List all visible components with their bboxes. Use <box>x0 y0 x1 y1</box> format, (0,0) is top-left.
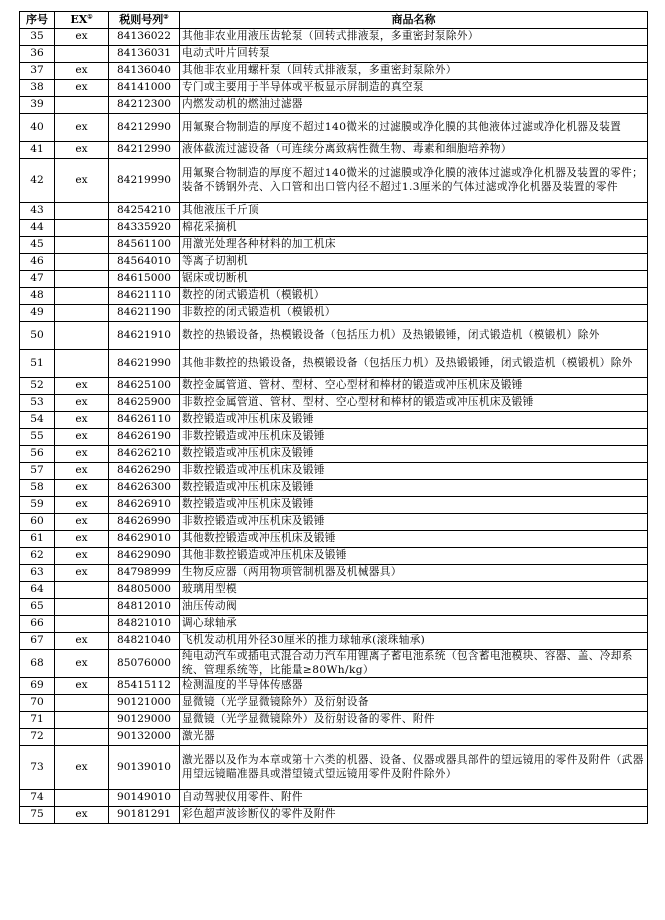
cell-code: 90149010 <box>109 790 180 807</box>
cell-seq: 66 <box>20 616 55 633</box>
header-seq: 序号 <box>20 12 55 29</box>
cell-ex <box>55 237 109 254</box>
table-row <box>20 46 648 63</box>
cell-ex <box>55 712 109 729</box>
cell-seq: 36 <box>20 46 55 63</box>
cell-seq: 37 <box>20 63 55 80</box>
cell-name: 油压传动阀 <box>180 599 648 616</box>
cell-name: 显微镜（光学显微镜除外）及衍射设备 <box>180 695 648 712</box>
cell-seq: 54 <box>20 412 55 429</box>
cell-ex: ex <box>55 565 109 582</box>
table-row <box>20 305 648 322</box>
cell-name: 棉花采摘机 <box>180 220 648 237</box>
cell-code: 84335920 <box>109 220 180 237</box>
cell-code: 84626290 <box>109 463 180 480</box>
cell-code: 84615000 <box>109 271 180 288</box>
cell-name: 显微镜（光学显微镜除外）及衍射设备的零件、附件 <box>180 712 648 729</box>
cell-seq: 47 <box>20 271 55 288</box>
cell-name: 非数控锻造或冲压机床及锻锤 <box>180 514 648 531</box>
cell-code: 84621910 <box>109 322 180 350</box>
table-row <box>20 322 648 350</box>
cell-name: 数控的热锻设备，热模锻设备（包括压力机）及热锻锻锤，闭式锻造机（模锻机）除外 <box>180 322 648 350</box>
cell-code: 84626190 <box>109 429 180 446</box>
cell-ex: ex <box>55 807 109 824</box>
cell-name: 电动式叶片回转泵 <box>180 46 648 63</box>
cell-seq: 41 <box>20 142 55 159</box>
cell-code: 84821010 <box>109 616 180 633</box>
cell-code: 84564010 <box>109 254 180 271</box>
cell-code: 84629010 <box>109 531 180 548</box>
table-row <box>20 412 648 429</box>
table-row <box>20 695 648 712</box>
cell-code: 84626910 <box>109 497 180 514</box>
table-row <box>20 288 648 305</box>
cell-ex <box>55 729 109 746</box>
cell-ex <box>55 254 109 271</box>
cell-code: 90139010 <box>109 746 180 790</box>
cell-name: 等离子切割机 <box>180 254 648 271</box>
header-code <box>109 12 180 29</box>
cell-ex: ex <box>55 114 109 142</box>
table-row <box>20 746 648 790</box>
cell-name: 非数控锻造或冲压机床及锻锤 <box>180 463 648 480</box>
cell-name: 检测温度的半导体传感器 <box>180 678 648 695</box>
cell-code: 90132000 <box>109 729 180 746</box>
table-row <box>20 378 648 395</box>
cell-seq: 50 <box>20 322 55 350</box>
table-row <box>20 220 648 237</box>
cell-seq: 51 <box>20 350 55 378</box>
cell-name: 其他液压千斤顶 <box>180 203 648 220</box>
cell-ex: ex <box>55 412 109 429</box>
table-row <box>20 271 648 288</box>
cell-code: 84212300 <box>109 97 180 114</box>
cell-name: 其他非数控的热锻设备，热模锻设备（包括压力机）及热锻锻锤，闭式锻造机（模锻机）除外 <box>180 350 648 378</box>
cell-name: 其他非数控锻造或冲压机床及锻锤 <box>180 548 648 565</box>
cell-name: 专门或主要用于半导体或平板显示屏制造的真空泵 <box>180 80 648 97</box>
table-row <box>20 514 648 531</box>
cell-ex <box>55 599 109 616</box>
cell-ex: ex <box>55 650 109 678</box>
table-row <box>20 790 648 807</box>
cell-name: 生物反应器（两用物项管制机器及机械器具） <box>180 565 648 582</box>
cell-name: 激光器 <box>180 729 648 746</box>
cell-ex <box>55 97 109 114</box>
cell-ex: ex <box>55 63 109 80</box>
cell-seq: 62 <box>20 548 55 565</box>
table-row <box>20 63 648 80</box>
cell-ex: ex <box>55 142 109 159</box>
cell-code: 84626990 <box>109 514 180 531</box>
cell-code: 84254210 <box>109 203 180 220</box>
cell-ex: ex <box>55 480 109 497</box>
cell-name: 飞机发动机用外径30厘米的推力球轴承(滚珠轴承) <box>180 633 648 650</box>
cell-name: 自动驾驶仪用零件、附件 <box>180 790 648 807</box>
cell-code: 84136040 <box>109 63 180 80</box>
cell-code: 84629090 <box>109 548 180 565</box>
cell-ex: ex <box>55 746 109 790</box>
cell-ex: ex <box>55 633 109 650</box>
table-row <box>20 463 648 480</box>
cell-code: 84798999 <box>109 565 180 582</box>
cell-seq: 48 <box>20 288 55 305</box>
cell-seq: 43 <box>20 203 55 220</box>
table-row <box>20 159 648 203</box>
cell-name: 非数控锻造或冲压机床及锻锤 <box>180 429 648 446</box>
cell-seq: 64 <box>20 582 55 599</box>
cell-code: 84626300 <box>109 480 180 497</box>
cell-code: 84621190 <box>109 305 180 322</box>
cell-name: 其他非农业用液压齿轮泵（回转式排液泵，多重密封泵除外） <box>180 29 648 46</box>
table-row <box>20 712 648 729</box>
table-row <box>20 142 648 159</box>
cell-code: 84626210 <box>109 446 180 463</box>
header-name: 商品名称 <box>180 12 648 29</box>
cell-code: 84621990 <box>109 350 180 378</box>
table-row <box>20 497 648 514</box>
cell-seq: 52 <box>20 378 55 395</box>
cell-name: 非数控金属管道、管材、型材、空心型材和棒材的锻造或冲压机床及锻锤 <box>180 395 648 412</box>
cell-name: 其他非农业用螺杆泵（回转式排液泵，多重密封泵除外） <box>180 63 648 80</box>
cell-code: 84812010 <box>109 599 180 616</box>
cell-ex: ex <box>55 514 109 531</box>
cell-seq: 44 <box>20 220 55 237</box>
cell-code: 84821040 <box>109 633 180 650</box>
cell-name: 数控金属管道、管材、型材、空心型材和棒材的锻造或冲压机床及锻锤 <box>180 378 648 395</box>
table-row <box>20 807 648 824</box>
table-row <box>20 203 648 220</box>
header-ex-label: EX <box>70 13 88 27</box>
cell-seq: 70 <box>20 695 55 712</box>
cell-name: 调心球轴承 <box>180 616 648 633</box>
cell-ex: ex <box>55 678 109 695</box>
cell-seq: 57 <box>20 463 55 480</box>
cell-seq: 61 <box>20 531 55 548</box>
cell-ex <box>55 695 109 712</box>
cell-code: 84561100 <box>109 237 180 254</box>
cell-code: 85076000 <box>109 650 180 678</box>
cell-ex <box>55 616 109 633</box>
cell-code: 84805000 <box>109 582 180 599</box>
cell-seq: 71 <box>20 712 55 729</box>
header-code-footnote: ② <box>163 13 169 21</box>
cell-ex <box>55 271 109 288</box>
cell-seq: 45 <box>20 237 55 254</box>
cell-seq: 72 <box>20 729 55 746</box>
cell-seq: 67 <box>20 633 55 650</box>
cell-ex: ex <box>55 531 109 548</box>
cell-seq: 75 <box>20 807 55 824</box>
table-row <box>20 582 648 599</box>
cell-ex <box>55 350 109 378</box>
cell-name: 锯床或切断机 <box>180 271 648 288</box>
cell-code: 84626110 <box>109 412 180 429</box>
cell-ex <box>55 46 109 63</box>
cell-name: 彩色超声波诊断仪的零件及附件 <box>180 807 648 824</box>
table-row <box>20 650 648 678</box>
cell-seq: 59 <box>20 497 55 514</box>
cell-name: 玻璃用型模 <box>180 582 648 599</box>
table-row <box>20 254 648 271</box>
cell-code: 84136031 <box>109 46 180 63</box>
cell-code: 90181291 <box>109 807 180 824</box>
cell-name: 数控的闭式锻造机（模锻机） <box>180 288 648 305</box>
cell-name: 纯电动汽车或插电式混合动力汽车用锂离子蓄电池系统（包含蓄电池模块、容器、盖、冷却系统、管理系统等，比能量≥80Wh/kg） <box>180 650 648 678</box>
cell-name: 其他数控锻造或冲压机床及锻锤 <box>180 531 648 548</box>
header-ex <box>55 12 109 29</box>
table-row <box>20 633 648 650</box>
cell-seq: 35 <box>20 29 55 46</box>
cell-ex <box>55 582 109 599</box>
cell-seq: 65 <box>20 599 55 616</box>
cell-seq: 46 <box>20 254 55 271</box>
cell-code: 84625900 <box>109 395 180 412</box>
table-row <box>20 531 648 548</box>
cell-name: 内燃发动机的燃油过滤器 <box>180 97 648 114</box>
cell-seq: 68 <box>20 650 55 678</box>
table-row <box>20 237 648 254</box>
commodity-table <box>19 11 648 824</box>
table-row <box>20 446 648 463</box>
cell-ex: ex <box>55 429 109 446</box>
cell-seq: 42 <box>20 159 55 203</box>
cell-ex: ex <box>55 159 109 203</box>
cell-ex <box>55 220 109 237</box>
cell-seq: 58 <box>20 480 55 497</box>
cell-seq: 69 <box>20 678 55 695</box>
cell-seq: 56 <box>20 446 55 463</box>
table-row <box>20 80 648 97</box>
cell-code: 85415112 <box>109 678 180 695</box>
cell-ex: ex <box>55 463 109 480</box>
cell-ex <box>55 288 109 305</box>
cell-seq: 55 <box>20 429 55 446</box>
cell-ex <box>55 203 109 220</box>
cell-ex: ex <box>55 548 109 565</box>
table-row <box>20 599 648 616</box>
cell-ex <box>55 790 109 807</box>
cell-name: 数控锻造或冲压机床及锻锤 <box>180 497 648 514</box>
table-header-row <box>20 12 648 29</box>
cell-seq: 63 <box>20 565 55 582</box>
cell-name: 用氟聚合物制造的厚度不超过140微米的过滤膜或净化膜的液体过滤或净化机器及装置的零件；装备不锈钢外壳、入口管和出口管内径不超过1.3厘米的气体过滤或净化机器及装置的零件 <box>180 159 648 203</box>
table-row <box>20 114 648 142</box>
header-code-label: 税则号列 <box>119 13 164 27</box>
table-row <box>20 678 648 695</box>
cell-ex: ex <box>55 497 109 514</box>
table-row <box>20 548 648 565</box>
cell-code: 90129000 <box>109 712 180 729</box>
table-row <box>20 616 648 633</box>
table-row <box>20 97 648 114</box>
cell-ex <box>55 305 109 322</box>
cell-code: 84136022 <box>109 29 180 46</box>
table-row <box>20 429 648 446</box>
cell-code: 84212990 <box>109 142 180 159</box>
cell-seq: 40 <box>20 114 55 142</box>
cell-seq: 73 <box>20 746 55 790</box>
cell-ex: ex <box>55 80 109 97</box>
header-ex-footnote: ① <box>87 13 93 21</box>
cell-name: 数控锻造或冲压机床及锻锤 <box>180 480 648 497</box>
table-row <box>20 565 648 582</box>
cell-code: 84141000 <box>109 80 180 97</box>
cell-seq: 39 <box>20 97 55 114</box>
table-row <box>20 350 648 378</box>
cell-seq: 60 <box>20 514 55 531</box>
cell-code: 84625100 <box>109 378 180 395</box>
cell-name: 非数控的闭式锻造机（模锻机） <box>180 305 648 322</box>
cell-code: 84621110 <box>109 288 180 305</box>
table-row <box>20 480 648 497</box>
cell-name: 液体截流过滤设备（可连续分离致病性微生物、毒素和细胞培养物） <box>180 142 648 159</box>
cell-code: 90121000 <box>109 695 180 712</box>
cell-seq: 38 <box>20 80 55 97</box>
cell-name: 数控锻造或冲压机床及锻锤 <box>180 446 648 463</box>
table-row <box>20 729 648 746</box>
cell-ex: ex <box>55 446 109 463</box>
cell-code: 84219990 <box>109 159 180 203</box>
cell-code: 84212990 <box>109 114 180 142</box>
table-row <box>20 29 648 46</box>
cell-name: 数控锻造或冲压机床及锻锤 <box>180 412 648 429</box>
cell-name: 激光器以及作为本章或第十六类的机器、设备、仪器或器具部件的望远镜用的零件及附件（武器用望远镜瞄准器具或潜望镜式望远镜用零件及附件除外） <box>180 746 648 790</box>
cell-name: 用激光处理各种材料的加工机床 <box>180 237 648 254</box>
cell-ex: ex <box>55 395 109 412</box>
cell-seq: 53 <box>20 395 55 412</box>
cell-name: 用氟聚合物制造的厚度不超过140微米的过滤膜或净化膜的其他液体过滤或净化机器及装置 <box>180 114 648 142</box>
table-row <box>20 395 648 412</box>
cell-ex: ex <box>55 378 109 395</box>
cell-seq: 74 <box>20 790 55 807</box>
cell-ex: ex <box>55 29 109 46</box>
cell-ex <box>55 322 109 350</box>
cell-seq: 49 <box>20 305 55 322</box>
